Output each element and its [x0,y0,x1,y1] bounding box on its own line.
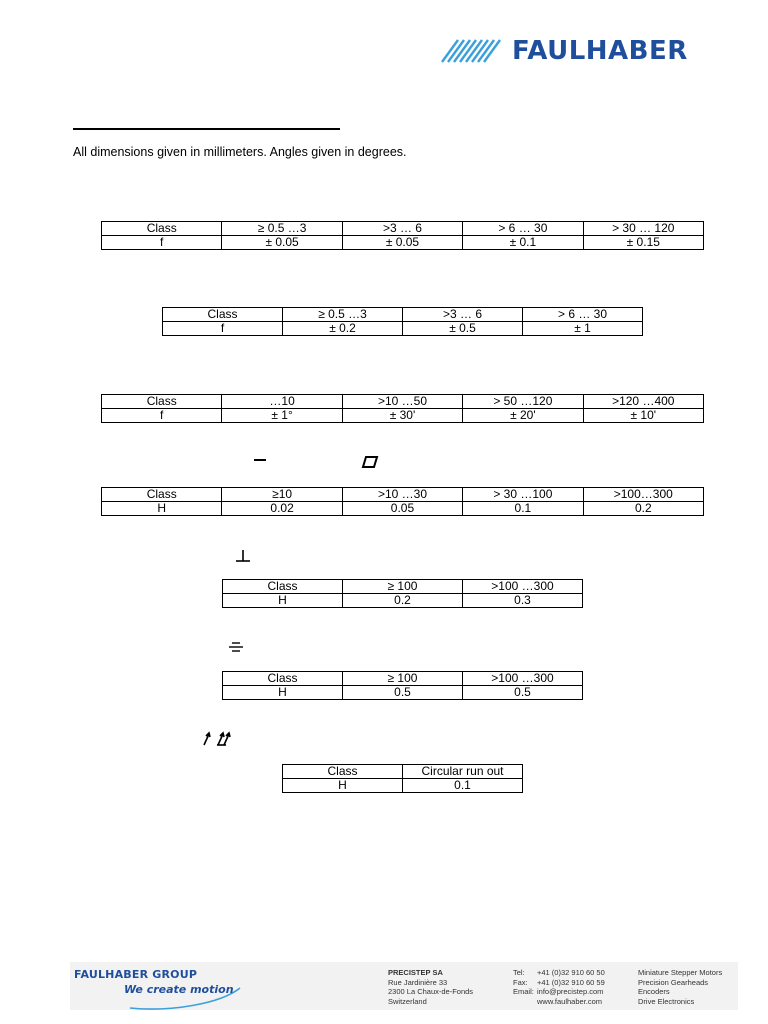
table-row [283,779,523,793]
table-cell: ± 0.05 [342,236,462,250]
table-cell: H [102,502,222,516]
table-header-row [102,488,704,502]
footer-address [388,968,473,1007]
intro-text: All dimensions given in millimeters. Angles given in degrees. [73,145,407,159]
table-cell: >100 …300 [463,580,583,594]
table-cell: >120 …400 [583,395,703,409]
website-link[interactable]: www.faulhaber.com [537,997,603,1007]
contact-value: +41 (0)32 910 60 59 [537,977,605,987]
table-cell: >100 …300 [463,672,583,686]
table-cell: 0.5 [343,686,463,700]
address-line: 2300 La Chaux-de-Fonds [388,987,474,997]
contact-line [513,978,605,988]
footer-contact [513,968,605,1007]
table-cell: ≥ 0.5 …3 [283,308,403,322]
table-cell: >3 … 6 [403,308,523,322]
contact-line [513,987,605,997]
product-line: Drive Electronics [638,997,695,1007]
footer-group-name: FAULHABER GROUP [74,968,198,981]
table-cell: f [102,236,222,250]
table-header-row [223,672,583,686]
flatness-icon [361,455,379,469]
table-cell: ± 1° [222,409,342,423]
angular-tolerance-table [101,394,704,423]
footer-tagline: We create motion [124,983,234,996]
table-row [163,322,643,336]
table-cell: > 30 … 120 [583,222,703,236]
contact-label: Email: [513,987,534,997]
table-cell: >100…300 [583,488,703,502]
product-line: Encoders [638,987,670,997]
table-row [223,686,583,700]
table-cell: 0.2 [583,502,703,516]
table-cell: ± 30' [342,409,462,423]
table-cell: > 6 … 30 [523,308,643,322]
contact-value: +41 (0)32 910 60 50 [537,968,605,977]
address-line: Switzerland [388,997,427,1007]
table-header-row [102,222,704,236]
table-cell: f [163,322,283,336]
table-cell: 0.02 [222,502,342,516]
table-cell: …10 [222,395,342,409]
table-cell: ± 0.5 [403,322,523,336]
table-cell: Class [163,308,283,322]
table-cell: Class [102,395,222,409]
table-cell: ± 20' [463,409,583,423]
table-cell: ± 10' [583,409,703,423]
table-cell: Class [283,765,403,779]
table-cell: > 30 …100 [463,488,583,502]
table-cell: 0.1 [403,779,523,793]
product-line: Precision Gearheads [638,977,709,987]
contact-line [513,997,605,1007]
table-header-row [223,580,583,594]
table-cell: >10 …30 [342,488,462,502]
symmetry-table [222,671,583,700]
contact-label: Fax: [513,977,528,987]
table-header-row [163,308,643,322]
table-cell: Circular run out [403,765,523,779]
linear-tolerance-table-fine [101,221,704,250]
table-cell: ± 1 [523,322,643,336]
runout-table [282,764,523,793]
table-cell: Class [102,488,222,502]
table-row [223,594,583,608]
table-cell: ± 0.1 [463,236,583,250]
table-cell: >10 …50 [342,395,462,409]
table-row [102,502,704,516]
table-cell: Class [223,672,343,686]
table-cell: 0.5 [463,686,583,700]
table-cell: ≥ 100 [343,580,463,594]
table-row [102,409,704,423]
table-cell: > 50 …120 [463,395,583,409]
table-cell: ≥ 100 [343,672,463,686]
table-cell: ≥10 [222,488,342,502]
table-cell: > 6 … 30 [463,222,583,236]
table-cell: Class [102,222,222,236]
table-cell: 0.2 [343,594,463,608]
title-rule [73,128,340,130]
table-cell: ± 0.2 [283,322,403,336]
footer-products [638,968,722,1007]
brand-name: FAULHABER [512,36,688,66]
table-cell: 0.05 [342,502,462,516]
contact-label: Tel: [513,968,525,977]
table-header-row [102,395,704,409]
symmetry-icon [228,641,244,653]
table-cell: ± 0.05 [222,236,342,250]
runout-icon [200,731,238,747]
table-cell: f [102,409,222,423]
table-cell: H [283,779,403,793]
table-cell: 0.1 [463,502,583,516]
straightness-icon [252,455,268,465]
address-line: Rue Jardinière 33 [388,977,448,987]
table-cell: 0.3 [463,594,583,608]
faulhaber-logo [440,38,688,64]
table-cell: H [223,686,343,700]
table-cell: ≥ 0.5 …3 [222,222,342,236]
faulhaber-logo-icon [440,38,504,64]
table-cell: >3 … 6 [342,222,462,236]
contact-line [513,968,605,978]
table-header-row [283,765,523,779]
linear-tolerance-table-coarse [162,307,643,336]
table-cell: ± 0.15 [583,236,703,250]
table-cell: H [223,594,343,608]
straightness-flatness-table [101,487,704,516]
table-row [102,236,704,250]
product-line: Miniature Stepper Motors [638,968,723,977]
perpendicularity-icon [235,549,251,563]
company-name: PRECISTEP SA [388,968,443,977]
contact-value: info@precistep.com [537,987,604,997]
perpendicularity-table [222,579,583,608]
table-cell: Class [223,580,343,594]
